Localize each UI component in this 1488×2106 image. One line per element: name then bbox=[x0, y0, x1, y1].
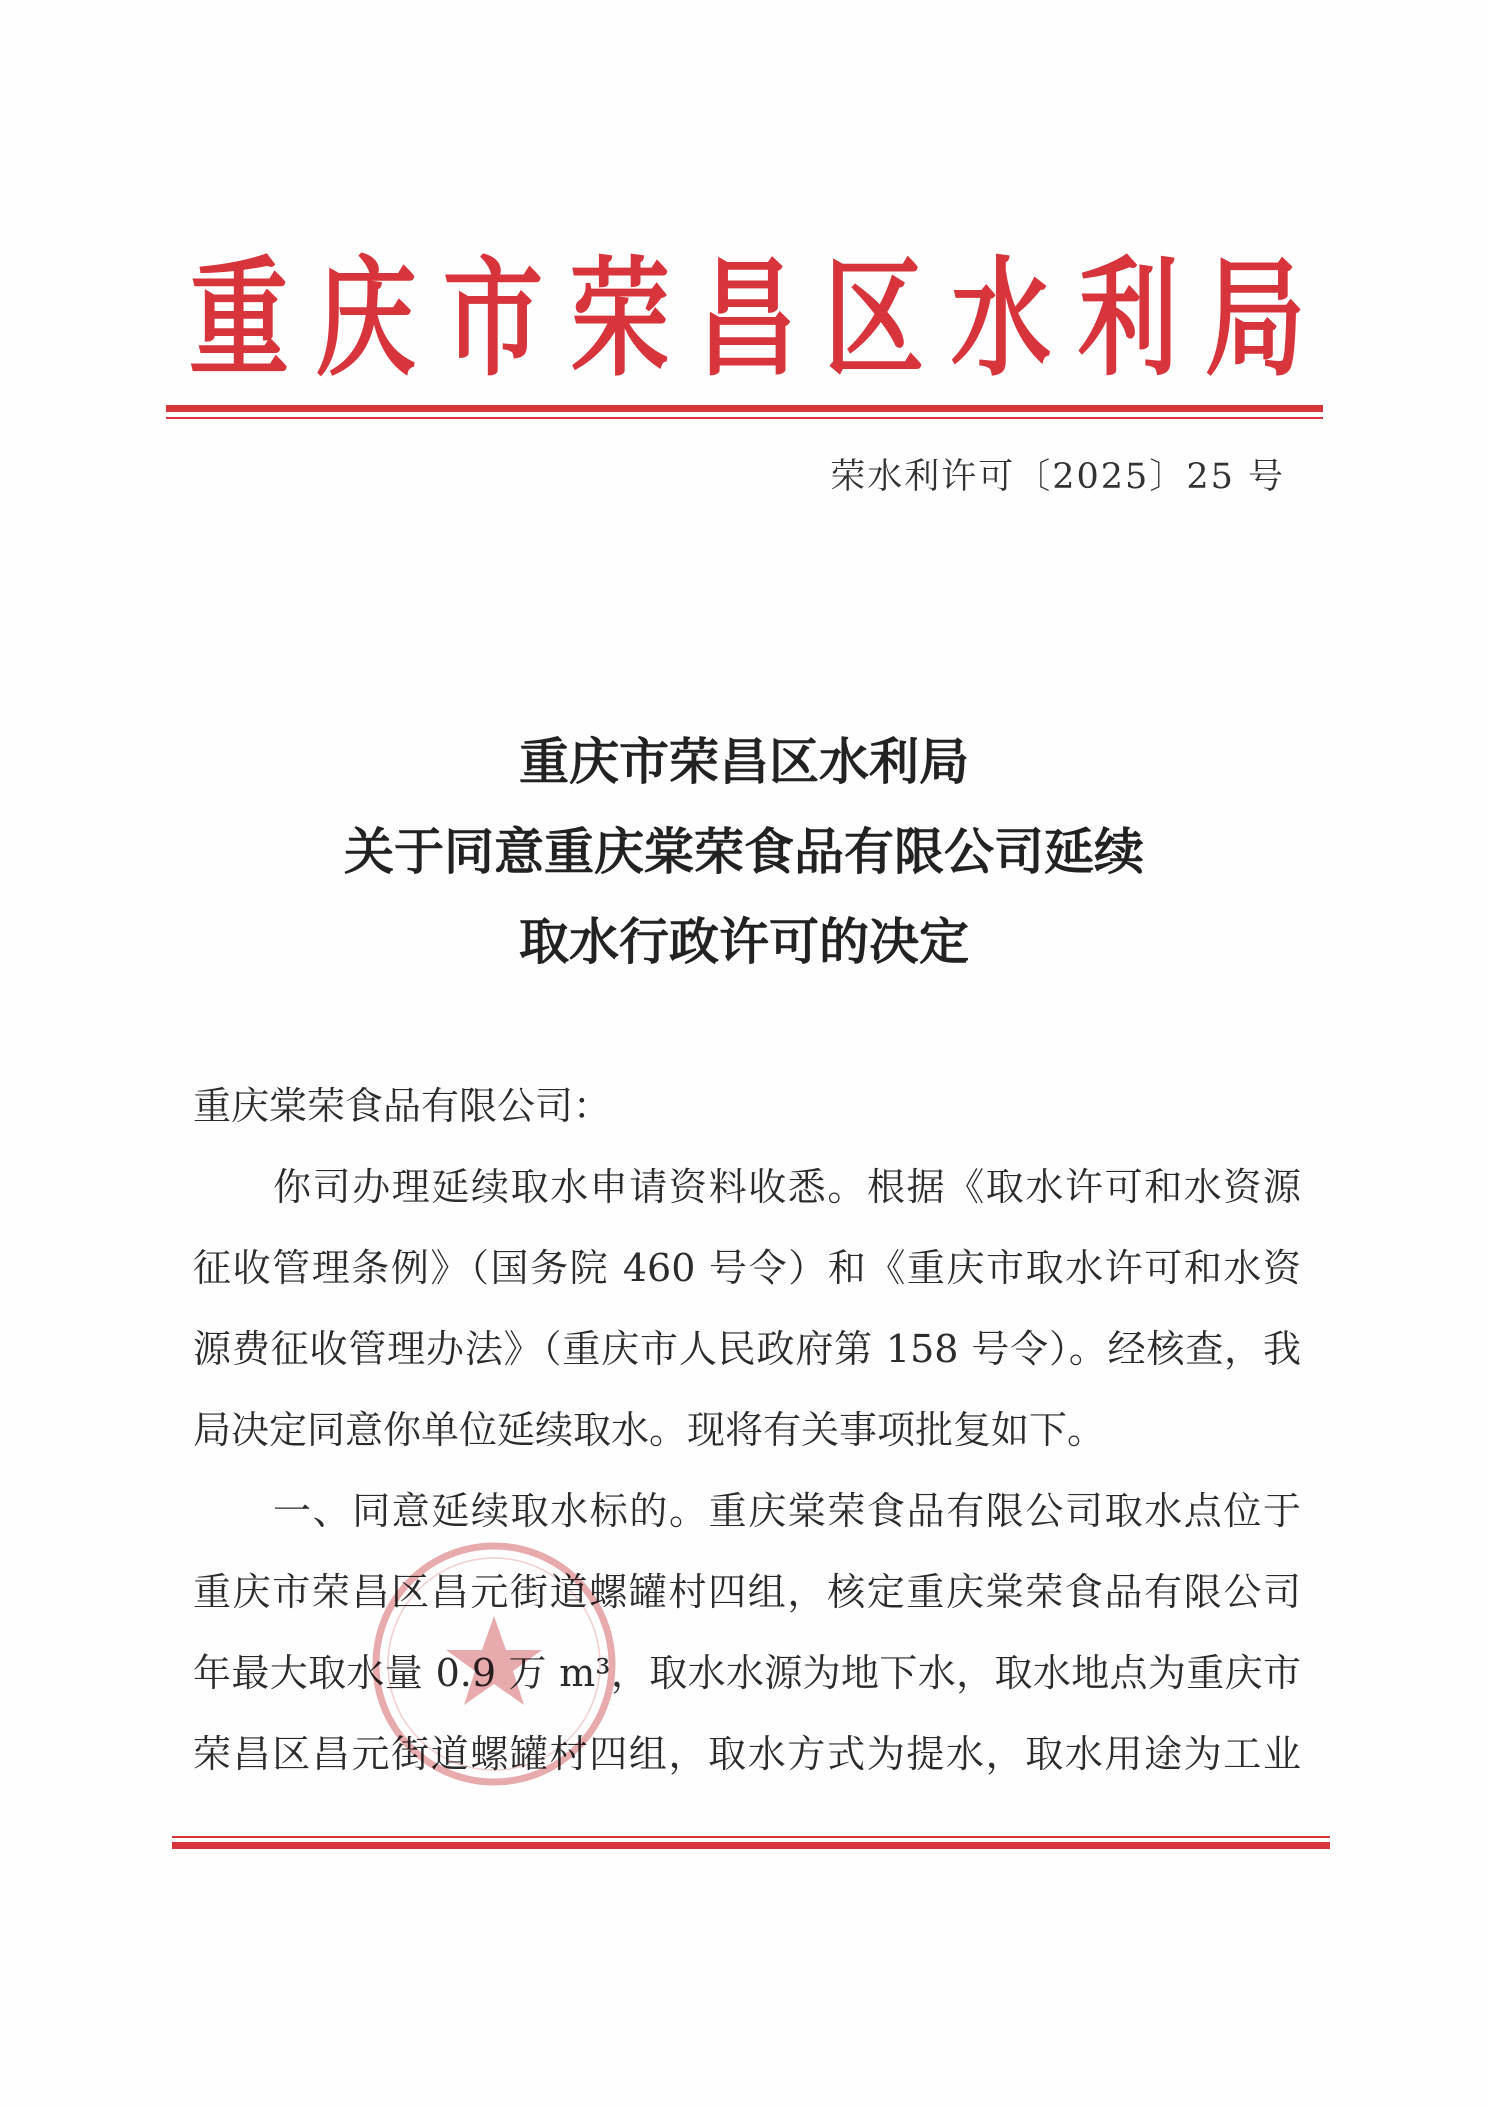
footer-rule-thin bbox=[172, 1836, 1330, 1838]
document-body bbox=[193, 1066, 1301, 1795]
title-line-1: 重庆市荣昌区水利局 bbox=[519, 732, 969, 791]
document-title bbox=[0, 717, 1488, 987]
document-number: 荣水利许可〔2025〕25 号 bbox=[830, 457, 1285, 497]
paragraph-line: 你司办理延续取水申请资料收悉。根据《取水许可和水资源 bbox=[273, 1165, 1301, 1209]
title-line-2: 关于同意重庆棠荣食品有限公司延续 bbox=[344, 822, 1144, 881]
paragraph-line: 源费征收管理办法》（重庆市人民政府第 158 号令）。经核查，我 bbox=[193, 1327, 1301, 1371]
paragraph-2 bbox=[193, 1471, 1301, 1795]
paragraph-line: 一、同意延续取水标的。重庆棠荣食品有限公司取水点位于 bbox=[273, 1489, 1301, 1533]
paragraph-line: 荣昌区昌元街道螺罐村四组，取水方式为提水，取水用途为工业 bbox=[193, 1732, 1301, 1776]
paragraph-line: 征收管理条例》（国务院 460 号令）和《重庆市取水许可和水资 bbox=[193, 1246, 1301, 1290]
salutation: 重庆棠荣食品有限公司： bbox=[193, 1084, 612, 1128]
footer-rule-thick bbox=[172, 1842, 1330, 1849]
paragraph-1 bbox=[193, 1147, 1301, 1471]
paragraph-line: 局决定同意你单位延续取水。现将有关事项批复如下。 bbox=[193, 1408, 1106, 1452]
paragraph-line: 年最大取水量 0.9 万 m³，取水水源为地下水，取水地点为重庆市 bbox=[193, 1651, 1301, 1695]
paragraph-line: 重庆市荣昌区昌元街道螺罐村四组，核定重庆棠荣食品有限公司 bbox=[193, 1570, 1301, 1614]
masthead-rule-thick bbox=[166, 405, 1323, 412]
title-line-3: 取水行政许可的决定 bbox=[519, 912, 969, 971]
masthead-org-name: 重庆市荣昌区水利局 bbox=[189, 242, 1305, 394]
masthead-rule-thin bbox=[166, 417, 1323, 419]
